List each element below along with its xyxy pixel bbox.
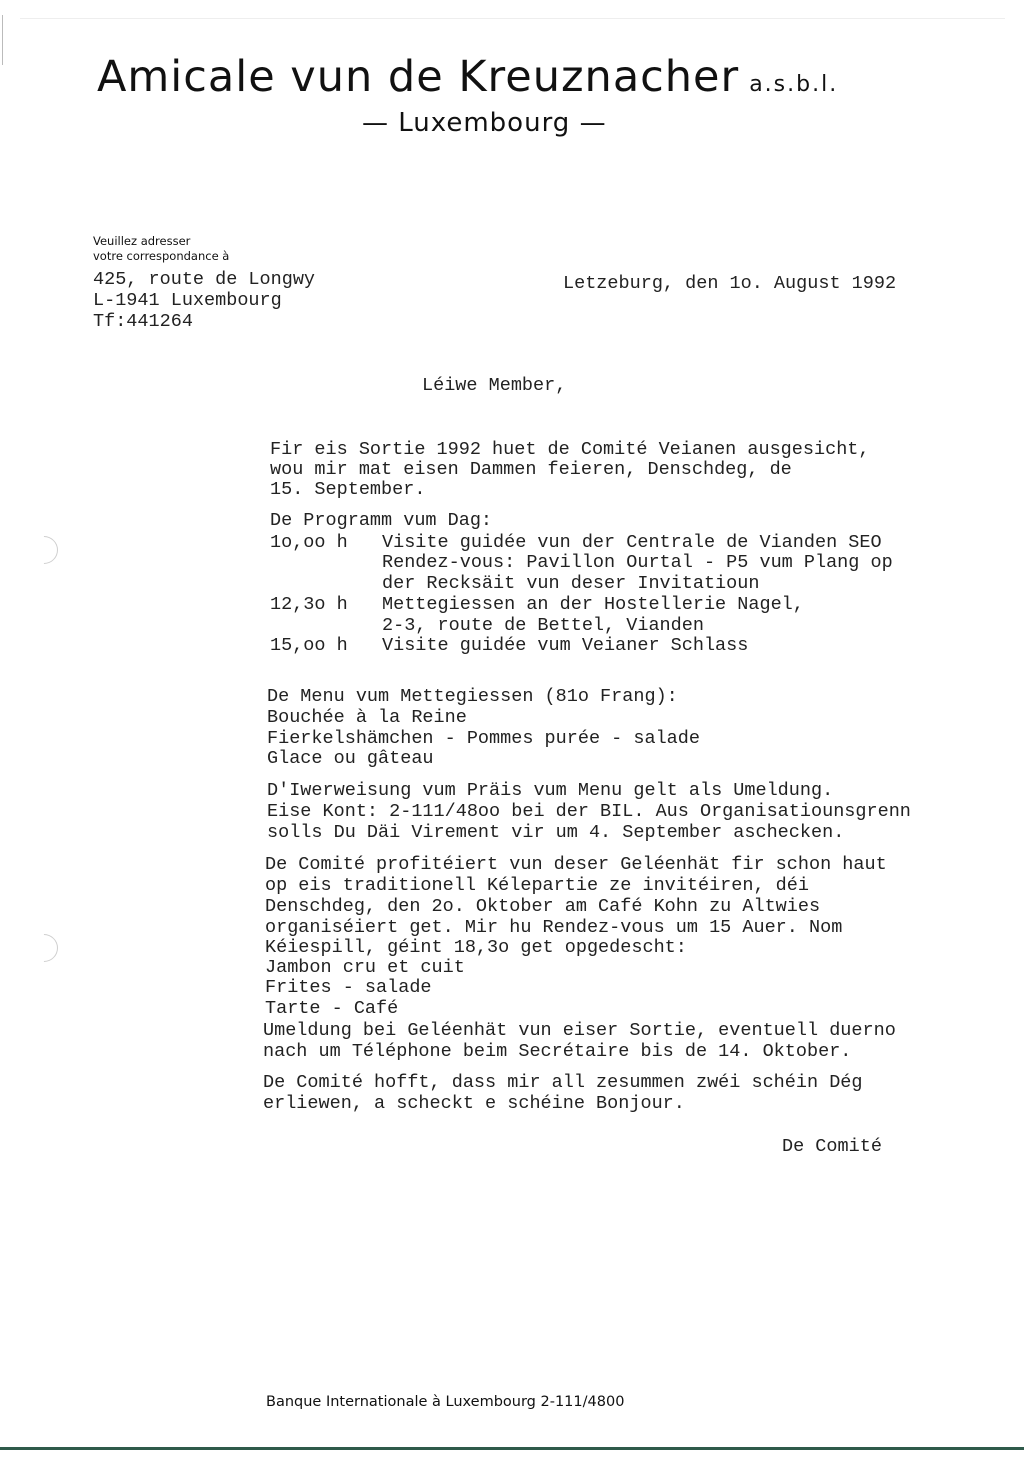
kele-line: Tarte - Café <box>265 998 399 1019</box>
program-line: der Recksäit vun deser Invitatioun <box>382 573 760 594</box>
menu-item: Glace ou gâteau <box>267 748 434 769</box>
menu-heading: De Menu vum Mettegiessen (81o Frang): <box>267 686 678 707</box>
intro-line: wou mir mat eisen Dammen feieren, Denschdeg, de <box>270 459 792 480</box>
org-name: Amicale vun de Kreuznacher <box>97 52 740 102</box>
payment-line: solls Du Däi Virement vir um 4. September aschecken. <box>267 822 845 843</box>
scan-edge-top <box>20 18 1005 19</box>
program-time: 1o,oo h <box>270 532 348 553</box>
address-label-1: Veuillez adresser <box>93 234 191 248</box>
scan-edge-left <box>2 15 3 65</box>
program-line: 2-3, route de Bettel, Vianden <box>382 615 704 636</box>
program-line: Rendez-vous: Pavillon Ourtal - P5 vum Plang op <box>382 552 893 573</box>
kele-line: Frites - salade <box>265 977 432 998</box>
kele-line: Jambon cru et cuit <box>265 957 465 978</box>
kele-line: op eis traditionell Kélepartie ze invitéiren, déi <box>265 875 809 896</box>
sender-address-line1: 425, route de Longwy <box>93 269 316 290</box>
sender-phone: Tf:441264 <box>93 311 193 332</box>
address-label-2: votre correspondance à <box>93 249 230 263</box>
closing-line: De Comité hofft, dass mir all zesummen zwéi schéin Dég <box>263 1072 863 1093</box>
intro-line: Fir eis Sortie 1992 huet de Comité Veianen ausgesicht, <box>270 439 870 460</box>
kele-line: Denschdeg, den 2o. Oktober am Café Kohn zu Altwies <box>265 896 821 917</box>
intro-line: 15. September. <box>270 479 426 500</box>
footer-rule <box>0 1447 1024 1450</box>
kele-line: De Comité profitéiert vun deser Geléenhät fir schon haut <box>265 854 887 875</box>
program-line: Mettegiessen an der Hostellerie Nagel, <box>382 594 804 615</box>
program-line: Visite guidée vum Veianer Schlass <box>382 635 749 656</box>
program-time: 12,3o h <box>270 594 348 615</box>
payment-line: D'Iwerweisung vum Präis vum Menu gelt als Umeldung. <box>267 780 834 801</box>
kele-line: nach um Téléphone beim Secrétaire bis de 14. Oktober. <box>263 1041 852 1062</box>
program-line: Visite guidée vun der Centrale de Vianden SEO <box>382 532 882 553</box>
menu-item: Fierkelshämchen - Pommes purée - salade <box>267 728 700 749</box>
kele-line: Umeldung bei Geléenhät vun eiser Sortie, eventuell duerno <box>263 1020 896 1041</box>
menu-item: Bouchée à la Reine <box>267 707 467 728</box>
payment-line: Eise Kont: 2-111/48oo bei der BIL. Aus Organisatiounsgrenn <box>267 801 911 822</box>
signature: De Comité <box>782 1136 882 1157</box>
punch-hole-mark <box>24 928 64 968</box>
date-line: Letzeburg, den 1o. August 1992 <box>563 273 897 294</box>
letterhead-title <box>97 52 838 102</box>
kele-line: Kéiespill, géint 18,3o get opgedescht: <box>265 937 687 958</box>
kele-line: organiséiert get. Mir hu Rendez-vous um 15 Auer. Nom <box>265 917 843 938</box>
salutation: Léiwe Member, <box>422 375 567 396</box>
footer-bank: Banque Internationale à Luxembourg 2-111/4800 <box>266 1394 625 1410</box>
closing-line: erliewen, a scheckt e schéine Bonjour. <box>263 1093 685 1114</box>
punch-hole-mark <box>24 530 64 570</box>
letterhead-city: — Luxembourg — <box>362 108 607 138</box>
org-suffix: a.s.b.l. <box>749 72 839 97</box>
sender-address-line2: L-1941 Luxembourg <box>93 290 282 311</box>
program-time: 15,oo h <box>270 635 348 656</box>
program-heading: De Programm vum Dag: <box>270 510 493 531</box>
